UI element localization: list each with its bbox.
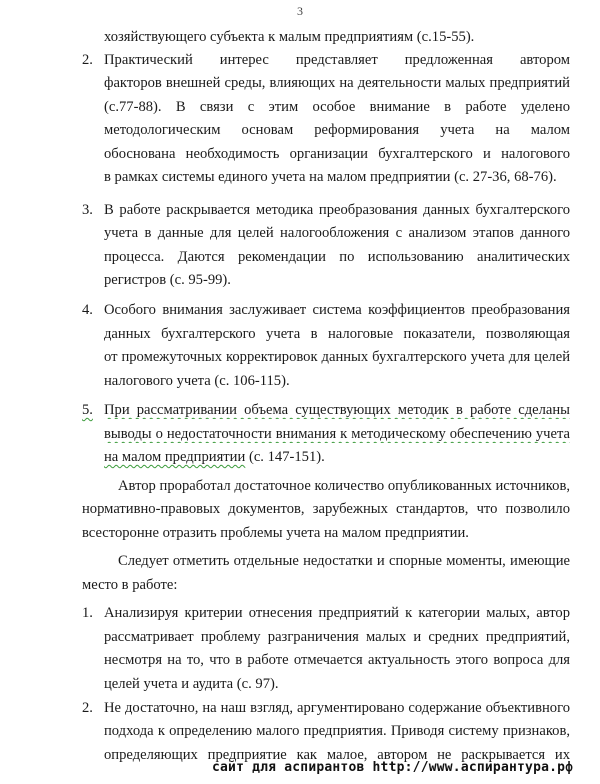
item7-line: подхода к определению малого предприятия. Приводя систему признаков, [104,723,570,739]
footer-watermark: сайт для аспирантов http://www.аспирантура.рф [212,760,574,775]
item6-number: 1. [82,605,93,621]
item6-line: Анализируя критерии отнесения предприятий к категории малых, автор [104,605,570,621]
item4-line: от промежуточных корректировок данных бухгалтерского учета для целей [104,349,570,365]
item4-number: 4. [82,302,93,318]
item7-line: Не достаточно, на наш взгляд, аргументировано содержание объективного [104,700,570,716]
item3-line: В работе раскрывается методика преобразования данных бухгалтерского [104,202,570,218]
item2-line: в рамках системы единого учета на малом предприятии (с. 27-36, 68-76). [104,169,557,185]
item5-line [104,401,570,419]
item2-line: обоснована необходимость организации бухгалтерского и налогового [104,146,570,162]
item1-tail: хозяйствующего субъекта к малым предприятиям (с.15-55). [104,29,475,45]
item3-number: 3. [82,202,93,218]
item4-line: Особого внимания заслуживает система коэффициентов преобразования [104,302,570,318]
item5-line-text: на малом предприятии [104,449,246,465]
para1-line: Автор проработал достаточное количество опубликованных источников, [118,478,570,494]
item2-line: методологическим основам реформирования учета на малом [104,122,570,138]
item2-line: (с.77-88). В связи с этим особое внимание в работе уделено [104,99,570,115]
item7-line: определяющих предприятие как малое, автором не раскрывается их [104,747,570,763]
item3-line: учета в данные для целей налогообложения с анализом этапов данного [104,225,570,241]
item6-line: рассматривает проблему разграничения малых и средних предприятий, [104,629,570,645]
page-number: 3 [297,4,303,18]
item5-line [104,425,570,443]
item2-number: 2. [82,52,93,68]
item4-line: данных бухгалтерского учета в налоговые показатели, позволяющая [104,326,570,342]
item7-number: 2. [82,700,93,716]
item2-line: факторов внешней среды, влияющих на деятельности малых предприятий [104,75,570,91]
item5-line-text: выводы о недостаточности внимания к методическому обеспечению учета [104,426,570,442]
item5-line [104,448,325,466]
para1-line: нормативно-правовых документов, зарубежных стандартов, что позволило [82,501,570,517]
item4-line: налогового учета (с. 106-115). [104,373,290,389]
para2-line: место в работе: [82,577,178,593]
item3-line: процесса. Даются рекомендации по использованию аналитических [104,249,570,265]
item5-line-text: При рассматривании объема существующих методик в работе сделаны [104,402,570,418]
item5-number: 5. [82,402,93,418]
para2-line: Следует отметить отдельные недостатки и спорные моменты, имеющие [118,553,570,569]
para1-line: всесторонне отразить проблемы учета на малом предприятии. [82,525,469,541]
item2-line: Практический интерес представляет предложенная автором [104,52,570,68]
item3-line: регистров (с. 95-99). [104,272,231,288]
item5-tail: (с. 147-151). [245,449,325,465]
item6-line: несмотря на то, что в работе отмечается актуальность этого вопроса для [104,652,570,668]
item6-line: целей учета и аудита (с. 97). [104,676,279,692]
